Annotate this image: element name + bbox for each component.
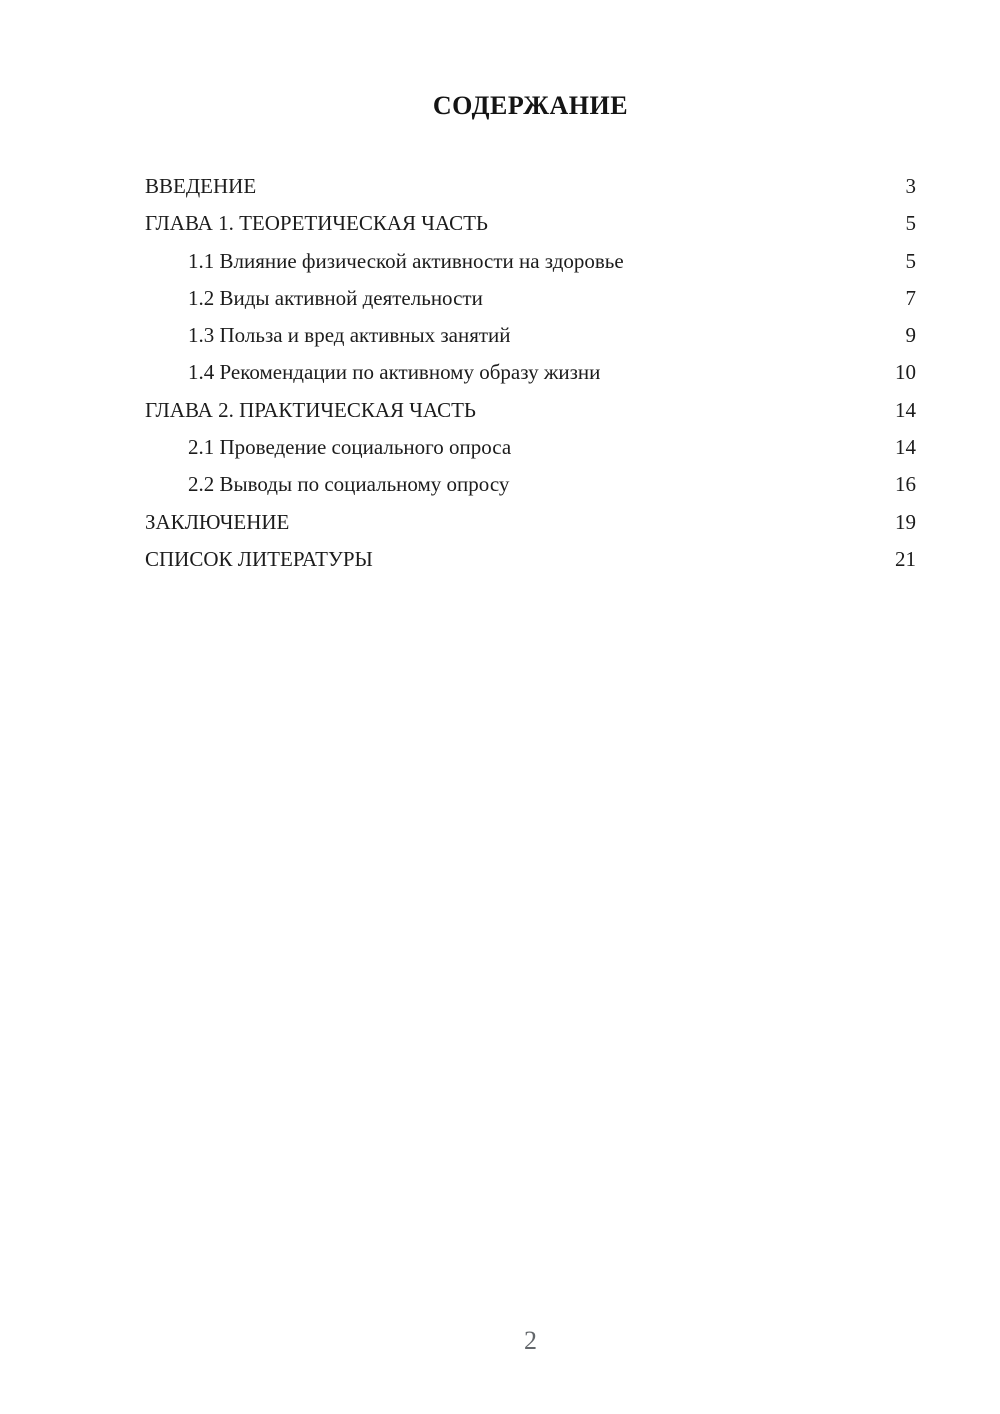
toc-entry-label: 1.3 Польза и вред активных занятий	[188, 323, 511, 348]
toc-entry-label: 1.4 Рекомендации по активному образу жизни	[188, 360, 601, 385]
toc-entry-label: ГЛАВА 1. ТЕОРЕТИЧЕСКАЯ ЧАСТЬ	[145, 211, 488, 236]
toc-entry	[145, 354, 916, 391]
toc-entry-page: 19	[895, 509, 916, 534]
toc-entry	[145, 541, 916, 578]
footer-page-number: 2	[524, 1326, 537, 1355]
toc-entry-page: 9	[905, 323, 916, 348]
toc-entry-page: 3	[905, 174, 916, 198]
toc-entry-page: 14	[895, 397, 916, 422]
toc-entry-label: 1.2 Виды активной деятельности	[188, 285, 483, 310]
toc-entry-label: 2.1 Проведение социального опроса	[188, 435, 512, 460]
toc-entry	[145, 392, 916, 429]
toc-entry	[145, 280, 916, 317]
toc-entry-page: 5	[905, 248, 916, 273]
toc-entry-label: ЗАКЛЮЧЕНИЕ	[145, 509, 290, 534]
page-content	[145, 0, 916, 578]
toc-entry	[145, 429, 916, 466]
toc-list	[145, 168, 916, 578]
toc-entry-page: 21	[895, 546, 916, 571]
toc-entry-page: 10	[895, 360, 916, 385]
toc-entry	[145, 243, 916, 280]
page-title: СОДЕРЖАНИЕ	[432, 91, 629, 120]
toc-entry	[145, 317, 916, 354]
toc-entry	[145, 466, 916, 503]
toc-entry-page: 16	[895, 472, 916, 497]
toc-entry-page: 5	[905, 211, 916, 236]
toc-entry-label: 2.2 Выводы по социальному опросу	[188, 472, 510, 497]
toc-entry-page: 7	[905, 285, 916, 310]
toc-entry-label: СПИСОК ЛИТЕРАТУРЫ	[145, 546, 373, 571]
toc-entry-label: ГЛАВА 2. ПРАКТИЧЕСКАЯ ЧАСТЬ	[145, 397, 476, 422]
toc-entry	[145, 205, 916, 242]
toc-entry	[145, 168, 916, 205]
toc-entry	[145, 504, 916, 541]
toc-entry-label: 1.1 Влияние физической активности на здоровье	[188, 248, 624, 273]
toc-entry-page: 14	[895, 435, 916, 460]
toc-entry-label: ВВЕДЕНИЕ	[145, 174, 257, 198]
